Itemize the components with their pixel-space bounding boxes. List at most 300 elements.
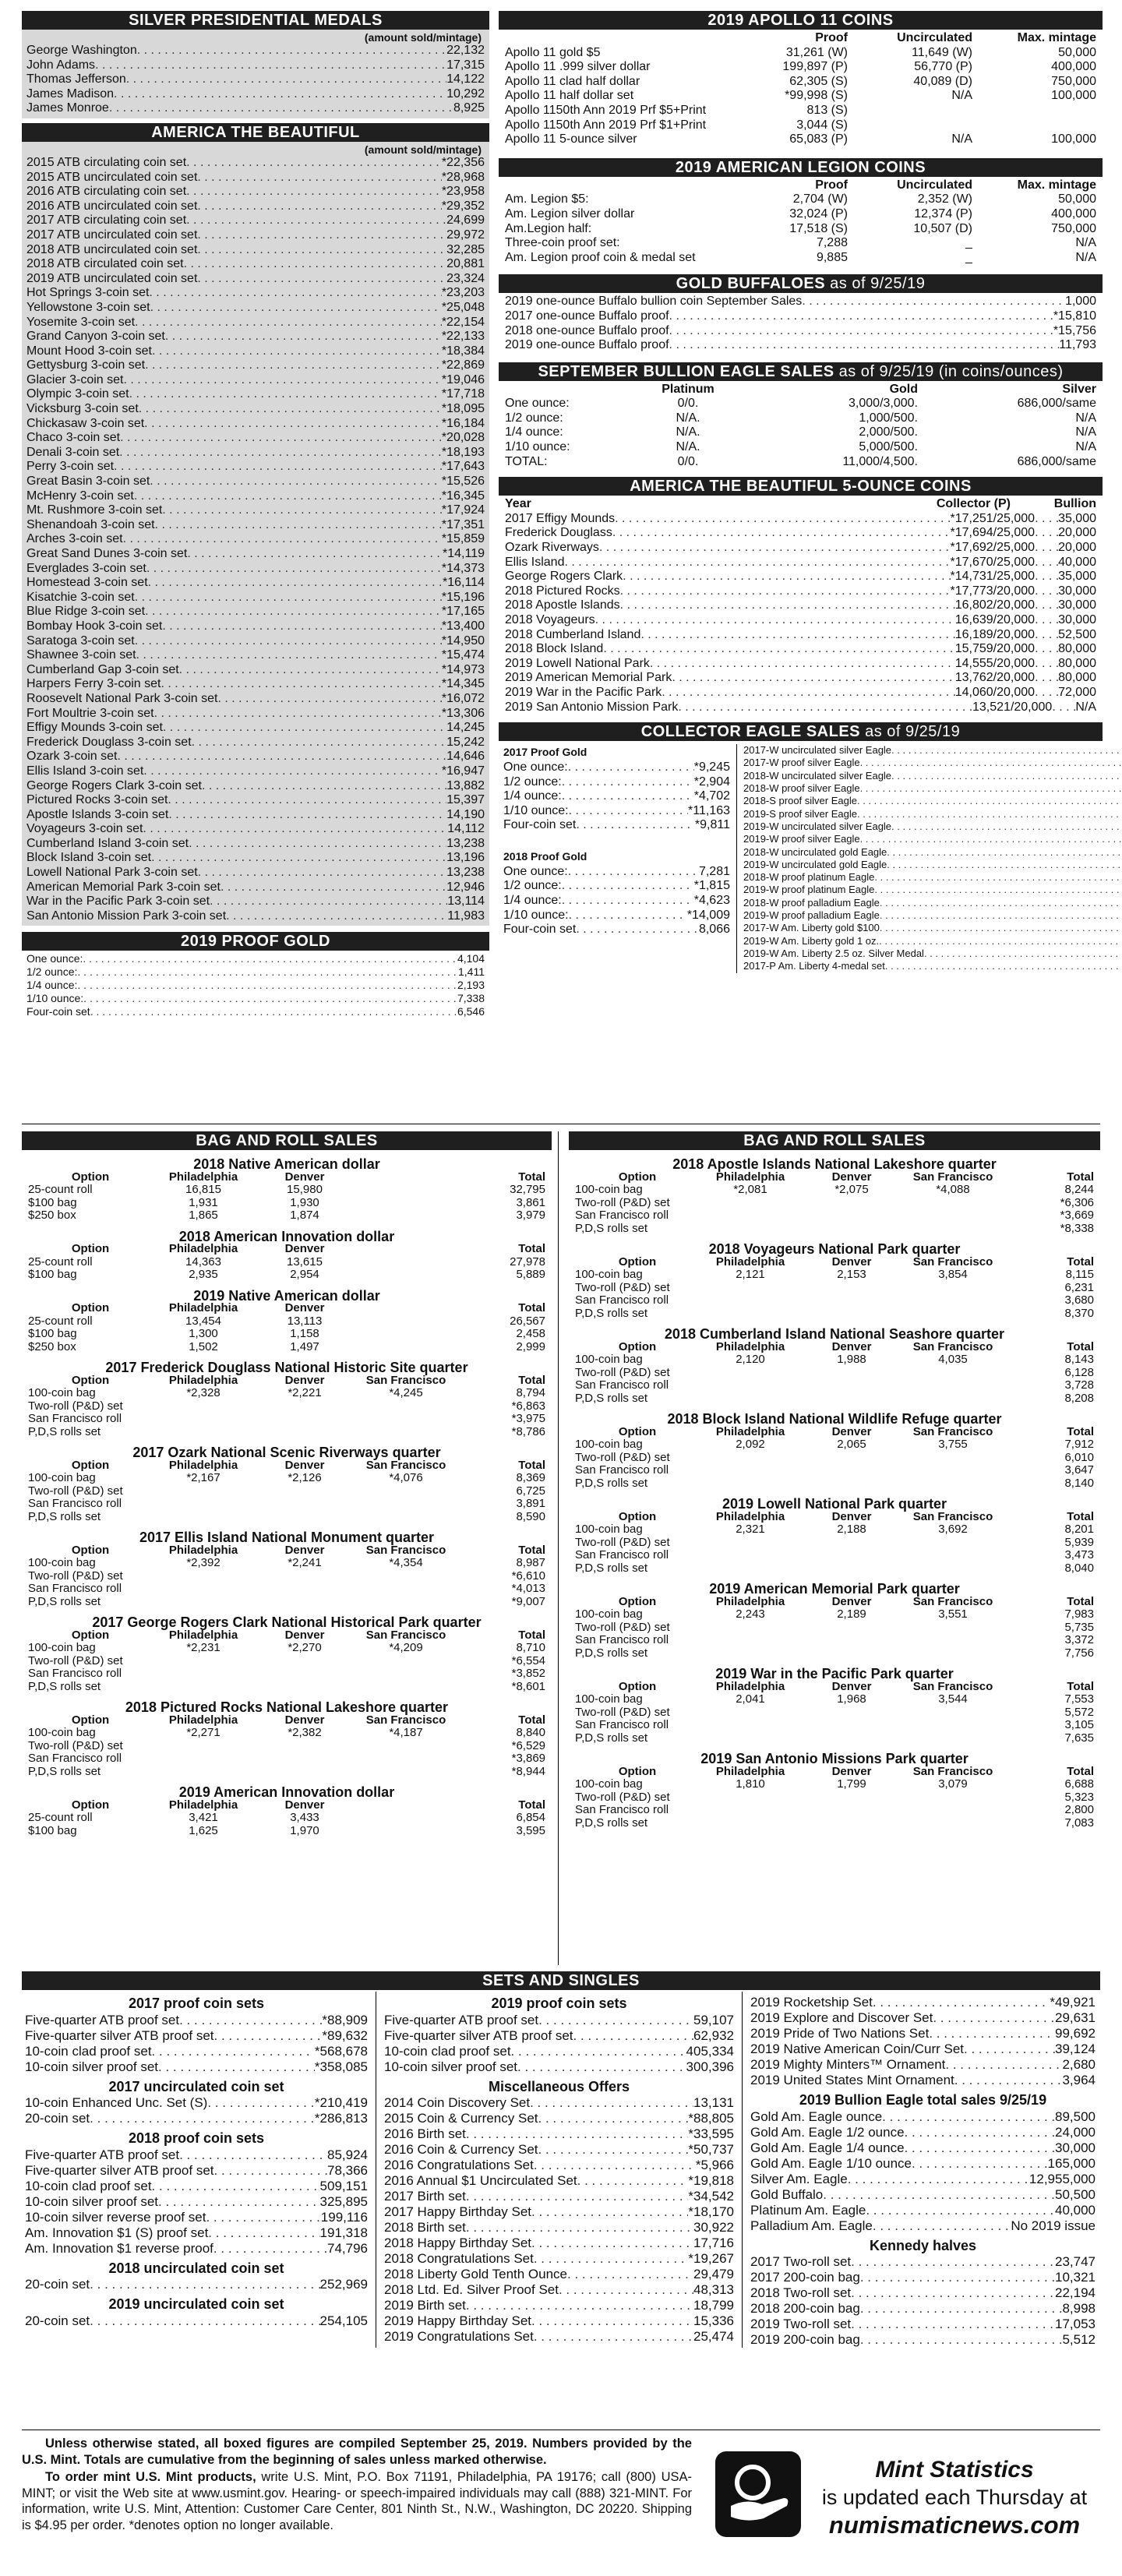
bag-header-cell: Philadelphia (168, 1302, 238, 1314)
bag-cell (801, 1477, 902, 1491)
bag-header-cell: Philadelphia (715, 1170, 785, 1184)
bag-cell: Two-roll (P&D) set (28, 1484, 123, 1498)
sets-col2-leader (466, 2220, 693, 2235)
legion-header-cell (505, 178, 762, 193)
bag-cell (153, 1570, 254, 1583)
bag-header-cell: Denver (831, 1340, 872, 1353)
atb-row-label: Bombay Hook 3-coin set (26, 619, 163, 633)
sets-col3-leader (873, 2218, 1011, 2234)
buffalo-row (505, 324, 1096, 339)
bag-cell (355, 1681, 457, 1694)
footer (22, 2436, 1100, 2568)
sets-col3-value: 89,500 (1055, 2108, 1096, 2124)
collector-eagle-row-label: 2019-W Am. Liberty gold 1 oz. (743, 934, 880, 947)
atb5-leader (564, 556, 950, 570)
bag-roll-divider (558, 1131, 559, 1965)
bag-cell: P,D,S rolls set (28, 1510, 101, 1523)
apollo-cell: 3,044 (S) (796, 118, 848, 132)
collector-eagle-row-label: 2018-S proof silver Eagle (743, 795, 857, 807)
bag-cell: P,D,S rolls set (28, 1680, 101, 1693)
collector-eagle-row (743, 947, 1122, 960)
sets-col1-row (25, 2225, 368, 2241)
atb5-leader (595, 613, 955, 628)
bag-grid (28, 1459, 545, 1524)
atb-row (26, 156, 485, 171)
atb-row-value: 13,238 (446, 866, 485, 880)
legion-cell: 17,518 (S) (789, 221, 848, 235)
atb-row-value: *25,048 (441, 300, 485, 314)
atb-row-label: Fort Moultrie 3-coin set (26, 706, 154, 720)
bag-cell: $100 bag (28, 1824, 77, 1837)
bag-cell (700, 1804, 801, 1817)
sets-col3-label: Platinum Am. Eagle (750, 2202, 866, 2218)
sets-col3-label: Gold Am. Eagle 1/10 ounce (750, 2155, 912, 2171)
atb-row-label: Cumberland Island 3-coin set (26, 836, 189, 850)
bullion-cell: 5,000/500. (859, 440, 918, 454)
legion-cell: 50,000 (1058, 192, 1096, 206)
atb5-leader (672, 671, 954, 686)
sets-col3-leader (945, 2057, 1062, 2073)
bag-block (28, 1287, 545, 1354)
atb5-bullion: 20,000 (1058, 526, 1096, 540)
atb-row-leader (143, 764, 442, 779)
bag-cell: San Francisco roll (575, 1379, 669, 1392)
gold-2017-row-leader (562, 789, 694, 804)
medal-row-value: 14,122 (446, 72, 485, 86)
bag-roll-left-header: BAG AND ROLL SALES (22, 1131, 552, 1150)
legion-cell: 32,024 (P) (789, 206, 848, 221)
sets-col1-row (25, 2313, 368, 2329)
gold-2018-row (503, 865, 730, 880)
atb5-leader (1035, 584, 1058, 599)
sets-col2-row (384, 2142, 734, 2158)
atb-row-value: *15,196 (441, 590, 485, 604)
sets-col2-label: Five-quarter silver ATB proof set (384, 2027, 573, 2043)
atb-row-value: 14,245 (446, 721, 485, 735)
bag-grid (575, 1256, 1094, 1321)
sets-col3-value: 22,194 (1055, 2285, 1096, 2301)
bag-header-cell: Total (518, 1302, 545, 1314)
medal-row-value: 8,925 (453, 101, 485, 115)
bag-cell (355, 1511, 457, 1524)
apollo-cell: Apollo 1150th Ann 2019 Prf $1+Print (505, 118, 707, 132)
bag-cell: San Francisco roll (575, 1464, 669, 1477)
buffalo-row-leader (802, 295, 1065, 309)
sets-col3-leader (860, 2332, 1063, 2348)
bag-cell (254, 1498, 355, 1511)
bag-cell: San Francisco roll (575, 1634, 669, 1646)
bag-cell (902, 1392, 1004, 1406)
bullion-cell: 3,000/3,000. (849, 397, 918, 411)
atb-row (26, 330, 485, 344)
bag-header-cell: Option (71, 1544, 110, 1557)
atb-row-label: Kisatchie 3-coin set (26, 590, 135, 604)
apollo-cell (848, 118, 972, 133)
atb-row-value: *17,924 (441, 503, 485, 517)
bag-cell: *2,075 (834, 1184, 869, 1196)
apollo-cell: Apollo 11 clad half dollar (505, 74, 640, 88)
sets-col-1 (22, 1992, 376, 2348)
bag-cell: Two-roll (P&D) set (575, 1366, 670, 1379)
bag-cell (254, 1570, 355, 1583)
bag-cell: 100-coin bag (28, 1387, 96, 1399)
collector-eagle-row-label: 2017-W uncirculated silver Eagle (743, 744, 892, 757)
sets-col3-title: 2019 Bullion Eagle total sales 9/25/19 (799, 2092, 1047, 2108)
gold-2017-row-value: *9,811 (694, 818, 730, 832)
bag-header-cell: Total (1067, 1680, 1094, 1693)
bag-cell: 1,930 (290, 1196, 319, 1209)
collector-eagle-row (743, 808, 1122, 820)
atb-row-leader (165, 330, 442, 344)
atb5-leader (1035, 570, 1058, 584)
bag-cell: San Francisco roll (28, 1498, 122, 1510)
atb-row-label: Denali 3-coin set (26, 445, 120, 459)
sets-col1-leader (213, 2241, 327, 2257)
bag-grid (575, 1341, 1094, 1406)
bag-cell (153, 1596, 254, 1609)
collector-eagle-row-leader (880, 922, 1122, 934)
atb5-row (505, 642, 1096, 657)
atb-row (26, 764, 485, 779)
atb-row-leader (124, 373, 442, 388)
collector-eagle-row-leader (857, 795, 1122, 807)
sets-col2-leader (534, 2329, 693, 2345)
collector-eagle-row-label: 2018-W uncirculated gold Eagle (743, 845, 887, 858)
atb5-leader (1035, 556, 1058, 570)
atb-row-value: *22,154 (441, 315, 485, 329)
atb5-header-row (505, 497, 1096, 512)
atb5-collector: 15,759/20,000 (954, 642, 1036, 656)
sets-col1-label: Five-quarter silver ATB proof set (25, 2162, 214, 2178)
sets-col3-value: 99,692 (1055, 2026, 1096, 2041)
atb-row-leader (179, 663, 442, 678)
sets-col3-leader (912, 2156, 1048, 2172)
bag-grid (28, 1243, 545, 1282)
sets-col3-leader (860, 2301, 1063, 2317)
sets-col3-leader (929, 2026, 1055, 2041)
apollo-cell: 56,770 (P) (914, 60, 972, 74)
bag-cell (355, 1752, 457, 1766)
bag-cell: 100-coin bag (575, 1269, 643, 1281)
bag-grid (575, 1766, 1094, 1830)
bag-header-cell: Option (618, 1425, 657, 1438)
gold-2017-row-leader (568, 760, 694, 775)
sets-col3-row (750, 2187, 1096, 2203)
atb-row-label: Harpers Ferry 3-coin set (26, 677, 161, 691)
sets-col3-row (750, 2317, 1096, 2332)
sets-col1-leader (214, 2163, 328, 2179)
atb-row-leader (117, 750, 446, 764)
sets-col2-row (384, 2126, 734, 2142)
bag-cell (700, 1464, 801, 1477)
sets-col2-label: 2015 Coin & Currency Set (384, 2111, 538, 2126)
bag-cell (801, 1452, 902, 1465)
bag-cell: 6,688 (1064, 1778, 1094, 1791)
sets-col2-value: *19,267 (688, 2251, 734, 2267)
bag-cell: 2,041 (736, 1693, 765, 1706)
atb-row (26, 677, 485, 692)
bag-cell: *6,863 (511, 1399, 545, 1413)
legion-cell: Am. Legion silver dollar (505, 206, 635, 221)
bag-cell: 13,113 (287, 1314, 323, 1328)
bag-block-title: 2018 Native American dollar (193, 1156, 380, 1172)
bag-cell (355, 1341, 457, 1354)
atb-row-value: *14,973 (441, 662, 485, 676)
atb5-bullion: 35,000 (1058, 570, 1096, 584)
footer-notes (22, 2436, 692, 2533)
legion-cell: 750,000 (1051, 221, 1096, 235)
sets-col1-label: 10-coin silver proof set (25, 2059, 159, 2074)
bag-cell (801, 1562, 902, 1576)
sets-col3-value: 8,998 (1062, 2301, 1096, 2317)
atb-row-leader (184, 257, 446, 272)
sets-col2-label: 2017 Happy Birthday Set (384, 2204, 532, 2220)
bag-cell (801, 1549, 902, 1562)
collector-eagle-row (743, 897, 1122, 909)
atb5-name: Ellis Island (505, 555, 565, 569)
atb-row-value: *16,947 (441, 764, 485, 778)
bag-cell (700, 1647, 801, 1660)
bag-block-title: 2018 Pictured Rocks National Lakeshore quarter (125, 1699, 449, 1715)
bag-grid (28, 1302, 545, 1353)
bullion-cell: 11,000/4,500. (842, 454, 918, 468)
sets-col1-leader (90, 2277, 319, 2292)
atb5-leader (1052, 700, 1075, 715)
collector-eagle-row-leader (891, 770, 1122, 782)
sets-col2-value: 15,336 (693, 2313, 734, 2329)
sets-col3-leader (905, 2140, 1055, 2156)
apollo-header-cell: Uncirculated (897, 31, 972, 44)
sets-col1-leader (158, 2059, 315, 2075)
bag-cell: Two-roll (P&D) set (575, 1706, 670, 1719)
sets-col2-value: 300,396 (686, 2059, 734, 2074)
sets-col3-label: 2019 200-coin bag (750, 2332, 860, 2348)
atb5-name: 2019 American Memorial Park (505, 671, 672, 685)
atb-row (26, 446, 485, 461)
sets-col2-row (384, 2204, 734, 2220)
mint-stats-promo (809, 2456, 1100, 2540)
gold-2017-row-label: Four-coin set (503, 818, 577, 832)
bag-cell: 1,625 (189, 1824, 218, 1837)
bag-cell: *4,076 (389, 1472, 423, 1484)
atb5-leader (1035, 541, 1058, 556)
bag-cell: 2,999 (516, 1340, 545, 1353)
sets-col3-value: 3,964 (1062, 2073, 1096, 2087)
sets-col2-value: 17,716 (693, 2235, 734, 2251)
bag-cell (902, 1719, 1004, 1732)
atb-row-leader (145, 605, 442, 619)
bag-roll-left (22, 1131, 552, 1837)
sets-col3-leader (964, 2041, 1055, 2057)
collector-eagle-row (743, 820, 1122, 833)
atb5-header-gap (531, 497, 878, 512)
atb5-row (505, 613, 1096, 628)
bag-cell (355, 1413, 457, 1426)
sets-col2-value: *33,595 (688, 2126, 734, 2142)
bag-header-cell: Option (71, 1459, 110, 1472)
atb-row (26, 358, 485, 373)
bag-cell: $100 bag (28, 1328, 77, 1340)
bag-cell: 3,372 (1064, 1634, 1094, 1646)
buffalo-row-value: 1,000 (1064, 295, 1096, 309)
bag-cell: 1,865 (189, 1209, 218, 1222)
sets-col3-value: 12,955,000 (1028, 2171, 1096, 2186)
bag-cell (700, 1452, 801, 1465)
atb-row-value: 13,114 (447, 895, 485, 909)
atb-row (26, 316, 485, 330)
bag-grid (575, 1426, 1094, 1491)
apollo-cell (972, 104, 1096, 118)
bag-header-cell: Denver (284, 1798, 325, 1812)
sets-col1-leader (179, 2013, 322, 2028)
sets-col3-row (750, 2301, 1096, 2317)
atb-row-label: Perry 3-coin set (26, 460, 115, 474)
gold-2017-row (503, 818, 730, 833)
atb-row (26, 605, 485, 619)
legion-header: 2019 AMERICAN LEGION COINS (499, 158, 1103, 177)
collector-eagle-row-leader (880, 897, 1122, 909)
proof-gold-row (26, 979, 485, 992)
bag-header-cell: Total (518, 1170, 545, 1184)
atb5-leader (603, 642, 954, 657)
bag-cell: 1,158 (290, 1328, 319, 1340)
bag-cell (902, 1791, 1004, 1805)
legion-cell: Am. Legion proof coin & medal set (505, 250, 696, 264)
bag-cell: 3,433 (290, 1812, 319, 1824)
bag-cell: 7,635 (1064, 1731, 1094, 1745)
atb-row-label: Ozark 3-coin set (26, 750, 118, 764)
bag-cell: *2,392 (186, 1557, 221, 1569)
apollo-cell: 199,897 (P) (782, 60, 848, 74)
collector-eagle-body (499, 741, 1103, 976)
bag-cell: *3,869 (511, 1752, 545, 1765)
bag-header-cell: Option (618, 1170, 657, 1184)
bag-header-cell: Philadelphia (715, 1425, 785, 1438)
bag-cell (700, 1634, 801, 1647)
atb-row-label: Pictured Rocks 3-coin set (26, 793, 168, 807)
atb-row (26, 547, 485, 562)
sets-col1-label: 10-coin Enhanced Unc. Set (S) (25, 2095, 208, 2111)
bag-header-cell: Denver (831, 1510, 872, 1523)
sets-col2-value: 30,922 (693, 2220, 734, 2235)
bag-cell (700, 1621, 801, 1635)
bullion-cell: 1/4 ounce: (505, 425, 563, 439)
atb-row (26, 185, 485, 199)
atb-row (26, 779, 485, 794)
bag-cell: 1,497 (290, 1340, 319, 1353)
sets-col2-row (384, 2059, 734, 2075)
atb5-leader (1035, 686, 1058, 700)
atb-row (26, 591, 485, 605)
bullion-header-cell: Silver (1062, 382, 1096, 396)
apollo-cell: *99,998 (S) (785, 89, 848, 103)
silver-medals-note: (amount sold/mintage) (364, 31, 482, 44)
gold-2018-row (503, 923, 730, 937)
bag-cell: 6,231 (1064, 1281, 1094, 1294)
sets-col3-value: 165,000 (1047, 2155, 1096, 2171)
collector-eagle-row (743, 871, 1122, 884)
bag-cell: 7,756 (1064, 1646, 1094, 1660)
atb-row-value: 20,881 (446, 257, 485, 271)
bag-header-cell: Option (71, 1243, 110, 1255)
atb5-row (505, 584, 1096, 599)
atb-row (26, 634, 485, 649)
gold-2017-row-value: *4,702 (693, 789, 730, 803)
mint-stats-brand: Mint Statistics (875, 2457, 1034, 2482)
bag-cell: 25-count roll (28, 1255, 93, 1269)
sets-col3-leader (851, 2254, 1055, 2270)
bag-block (28, 1786, 545, 1837)
atb-row (26, 171, 485, 185)
sets-col2-title: Miscellaneous Offers (488, 2078, 630, 2094)
bag-cell (902, 1294, 1004, 1307)
proof-gold-row-leader (77, 979, 457, 992)
bag-cell: *4,209 (389, 1642, 423, 1654)
bag-header-cell: Denver (284, 1459, 325, 1472)
atb-row-value: *13,400 (441, 619, 485, 633)
bag-cell (700, 1197, 801, 1210)
bag-header-cell (355, 1799, 457, 1812)
bag-cell (700, 1549, 801, 1562)
atb-row (26, 721, 485, 736)
atb-row (26, 213, 485, 228)
gold-2017-row-value: *11,163 (688, 803, 730, 817)
sets-col1-leader (207, 2095, 315, 2111)
gold-2017-row-label: 1/10 ounce: (503, 803, 569, 817)
atb5-name: George Rogers Clark (505, 570, 623, 584)
sets-col2-leader (534, 2251, 689, 2267)
bag-cell: 3,861 (516, 1196, 545, 1209)
sets-col2-value: 62,932 (693, 2027, 734, 2043)
medal-row-label: James Monroe (26, 101, 109, 115)
atb-row-value: *18,384 (441, 344, 485, 358)
sets-col3-label: Gold Am. Eagle 1/4 ounce (750, 2140, 905, 2155)
bag-cell: 1,970 (290, 1824, 319, 1837)
sets-col2-row (384, 2267, 734, 2282)
bag-header-cell: Philadelphia (715, 1765, 785, 1778)
atb-row-leader (192, 736, 446, 750)
atb-row-value: *15,526 (441, 475, 485, 489)
atb5-row (505, 526, 1096, 541)
atb5-leader (1035, 642, 1058, 657)
bag-cell: P,D,S rolls set (575, 1561, 648, 1575)
sets-col2-label: 10-coin clad proof set (384, 2043, 511, 2059)
bag-header-cell: Philadelphia (168, 1459, 238, 1472)
atb5-row (505, 512, 1096, 527)
bag-cell: 3,595 (516, 1824, 545, 1837)
bag-cell (801, 1464, 902, 1477)
bag-cell: 1,810 (736, 1778, 765, 1791)
atb-row (26, 243, 485, 258)
gold-2018-title: 2018 Proof Gold (503, 849, 587, 863)
atb5-bullion: 80,000 (1058, 656, 1096, 670)
atb5-leader (615, 512, 950, 527)
bag-header-cell: Denver (831, 1425, 872, 1438)
sets-col2-value: 29,479 (693, 2267, 734, 2282)
buffalo-row-leader (669, 309, 1053, 324)
collector-eagle-asof: as of 9/25/19 (865, 723, 961, 741)
sets-col2-value: *18,170 (688, 2204, 734, 2220)
bag-header-cell: Total (518, 1629, 545, 1642)
atb5-leader (1035, 657, 1058, 672)
atb5-leader (1035, 613, 1058, 628)
sets-section (22, 1971, 1100, 2348)
bag-header-cell: Total (518, 1459, 545, 1472)
gold-2018-row-leader (568, 865, 699, 880)
atb-row-value: 13,196 (446, 851, 485, 865)
collector-eagle-row-label: 2019-W proof platinum Eagle (743, 884, 875, 896)
collector-eagle-row-leader (874, 871, 1122, 884)
